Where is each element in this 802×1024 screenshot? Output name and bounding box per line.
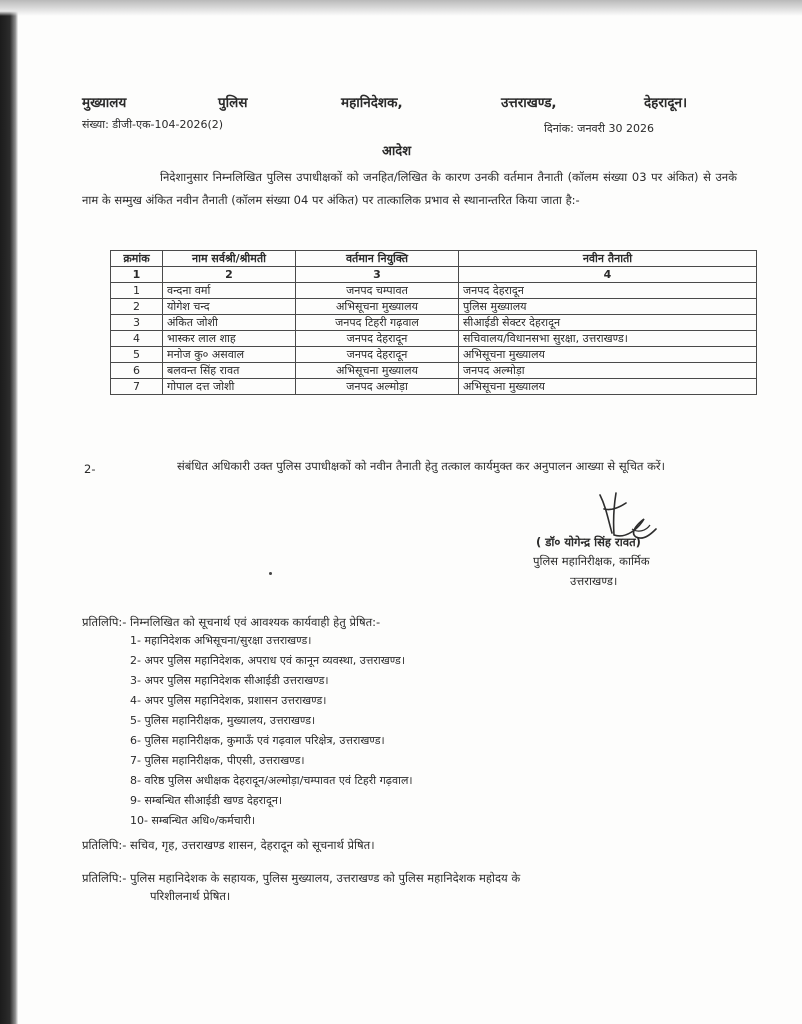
table-row	[111, 379, 757, 395]
order-title: आदेश	[382, 144, 412, 159]
header-designation: महानिदेशक,	[341, 95, 403, 111]
list-item: 4- अपर पुलिस महानिदेशक, प्रशासन उत्तराखण्ड।	[130, 694, 327, 707]
officer-name-cell: योगेश चन्द	[163, 299, 296, 315]
serial-cell: 3	[111, 315, 163, 331]
serial-cell: 1	[111, 283, 163, 299]
reference-number: संख्या: डीजी-एक-104-2026(2)	[82, 118, 224, 131]
col-number: 4	[459, 267, 757, 283]
col-number: 2	[163, 267, 296, 283]
officer-name-cell: गोपाल दत्त जोशी	[163, 379, 296, 395]
current-posting-cell: जनपद चम्पावत	[296, 283, 459, 299]
list-item: 1- महानिदेशक अभिसूचना/सुरक्षा उत्तराखण्ड।	[130, 634, 312, 647]
new-posting-cell: अभिसूचना मुख्यालय	[459, 347, 757, 363]
list-item: 6- पुलिस महानिरीक्षक, कुमाऊँ एवं गढ़वाल परिक्षेत्र, उत्तराखण्ड।	[130, 734, 385, 747]
signatory-designation: पुलिस महानिरीक्षक, कार्मिक	[533, 554, 650, 568]
new-posting-cell: पुलिस मुख्यालय	[459, 299, 757, 315]
new-posting-cell: सचिवालय/विधानसभा सुरक्षा, उत्तराखण्ड।	[459, 331, 757, 347]
current-posting-cell: अभिसूचना मुख्यालय	[296, 363, 459, 379]
header-office: मुख्यालय	[82, 95, 127, 111]
para2-number: 2-	[84, 462, 96, 476]
cc-heading: प्रतिलिपि:- निम्नलिखित को सूचनार्थ एवं आवश्यक कार्यवाही हेतु प्रेषित:-	[82, 615, 381, 629]
list-item: 8- वरिष्ठ पुलिस अधीक्षक देहरादून/अल्मोड़ा/चम्पावत एवं टिहरी गढ़वाल।	[130, 774, 413, 787]
table-row	[111, 299, 757, 315]
col-number: 1	[111, 267, 163, 283]
col-header-new-posting: नवीन तैनाती	[459, 251, 757, 267]
new-posting-cell: जनपद अल्मोड़ा	[459, 363, 757, 379]
officer-name-cell: वन्दना वर्मा	[163, 283, 296, 299]
cc-dgp-assistant-line2: परिशीलनार्थ प्रेषित।	[150, 889, 231, 903]
col-number: 3	[296, 267, 459, 283]
col-header-serial: क्रमांक	[111, 251, 163, 267]
speck	[269, 572, 272, 575]
officer-name-cell: बलवन्त सिंह रावत	[163, 363, 296, 379]
table-header-row	[111, 251, 757, 267]
table-column-number-row	[111, 267, 757, 283]
list-item: 2- अपर पुलिस महानिदेशक, अपराध एवं कानून व्यवस्था, उत्तराखण्ड।	[130, 654, 405, 667]
serial-cell: 6	[111, 363, 163, 379]
new-posting-cell: सीआईडी सेक्टर देहरादून	[459, 315, 757, 331]
intro-paragraph: निदेशानुसार निम्नलिखित पुलिस उपाधीक्षकों को जनहित/लिखित के कारण उनकी वर्तमान तैनाती (कॉलम संख्या 03 पर अंकित) से उनके नाम के सम्मुख अंकित नवीन तैनाती (कॉलम संख्या 04 पर अंकित) पर तात्कालिक प्रभाव से स्थानान्तरित किया जाता है:-	[82, 170, 737, 207]
list-item: 9- सम्बन्धित सीआईडी खण्ड देहरादून।	[130, 794, 283, 807]
new-posting-cell: जनपद देहरादून	[459, 283, 757, 299]
table-row	[111, 363, 757, 379]
table-row	[111, 283, 757, 299]
current-posting-cell: जनपद देहरादून	[296, 331, 459, 347]
current-posting-cell: जनपद देहरादून	[296, 347, 459, 363]
current-posting-cell: अभिसूचना मुख्यालय	[296, 299, 459, 315]
serial-cell: 7	[111, 379, 163, 395]
table-row	[111, 315, 757, 331]
page-top-edge	[0, 0, 802, 16]
header-state: उत्तराखण्ड,	[501, 95, 557, 111]
list-item: 7- पुलिस महानिरीक्षक, पीएसी, उत्तराखण्ड।	[130, 754, 305, 767]
list-item: 10- सम्बन्धित अधि०/कर्मचारी।	[130, 814, 256, 827]
serial-cell: 5	[111, 347, 163, 363]
page-shadow-edge	[0, 0, 18, 1024]
col-header-current-posting: वर्तमान नियुक्ति	[296, 251, 459, 267]
current-posting-cell: जनपद टिहरी गढ़वाल	[296, 315, 459, 331]
col-header-name: नाम सर्वश्री/श्रीमती	[163, 251, 296, 267]
table-row	[111, 347, 757, 363]
cc-dgp-assistant-line1: प्रतिलिपि:- पुलिस महानिदेशक के सहायक, पुलिस मुख्यालय, उत्तराखण्ड को पुलिस महानिदेशक महोदय के	[82, 871, 521, 885]
cc-secretary-home: प्रतिलिपि:- सचिव, गृह, उत्तराखण्ड शासन, देहरादून को सूचनार्थ प्रेषित।	[82, 838, 375, 852]
order-date: दिनांक: जनवरी 30 2026	[544, 122, 655, 135]
serial-cell: 4	[111, 331, 163, 347]
signatory-name: ( डॉ० योगेन्द्र सिंह रावत)	[536, 535, 641, 549]
transfer-table	[110, 250, 757, 395]
signatory-state: उत्तराखण्ड।	[570, 574, 618, 588]
list-item: 3- अपर पुलिस महानिदेशक सीआईडी उत्तराखण्ड।	[130, 674, 329, 687]
officer-name-cell: अंकित जोशी	[163, 315, 296, 331]
document-page	[18, 16, 802, 1024]
header-dept: पुलिस	[218, 95, 248, 111]
new-posting-cell: अभिसूचना मुख्यालय	[459, 379, 757, 395]
header-city: देहरादून।	[644, 95, 688, 111]
officer-name-cell: भास्कर लाल शाह	[163, 331, 296, 347]
current-posting-cell: जनपद अल्मोड़ा	[296, 379, 459, 395]
table-row	[111, 331, 757, 347]
list-item: 5- पुलिस महानिरीक्षक, मुख्यालय, उत्तराखण्ड।	[130, 714, 316, 727]
officer-name-cell: मनोज कु० असवाल	[163, 347, 296, 363]
serial-cell: 2	[111, 299, 163, 315]
para2-text: संबंधित अधिकारी उक्त पुलिस उपाधीक्षकों को नवीन तैनाती हेतु तत्काल कार्यमुक्त कर अनुपालन आख्या से सूचित करें।	[177, 459, 665, 473]
